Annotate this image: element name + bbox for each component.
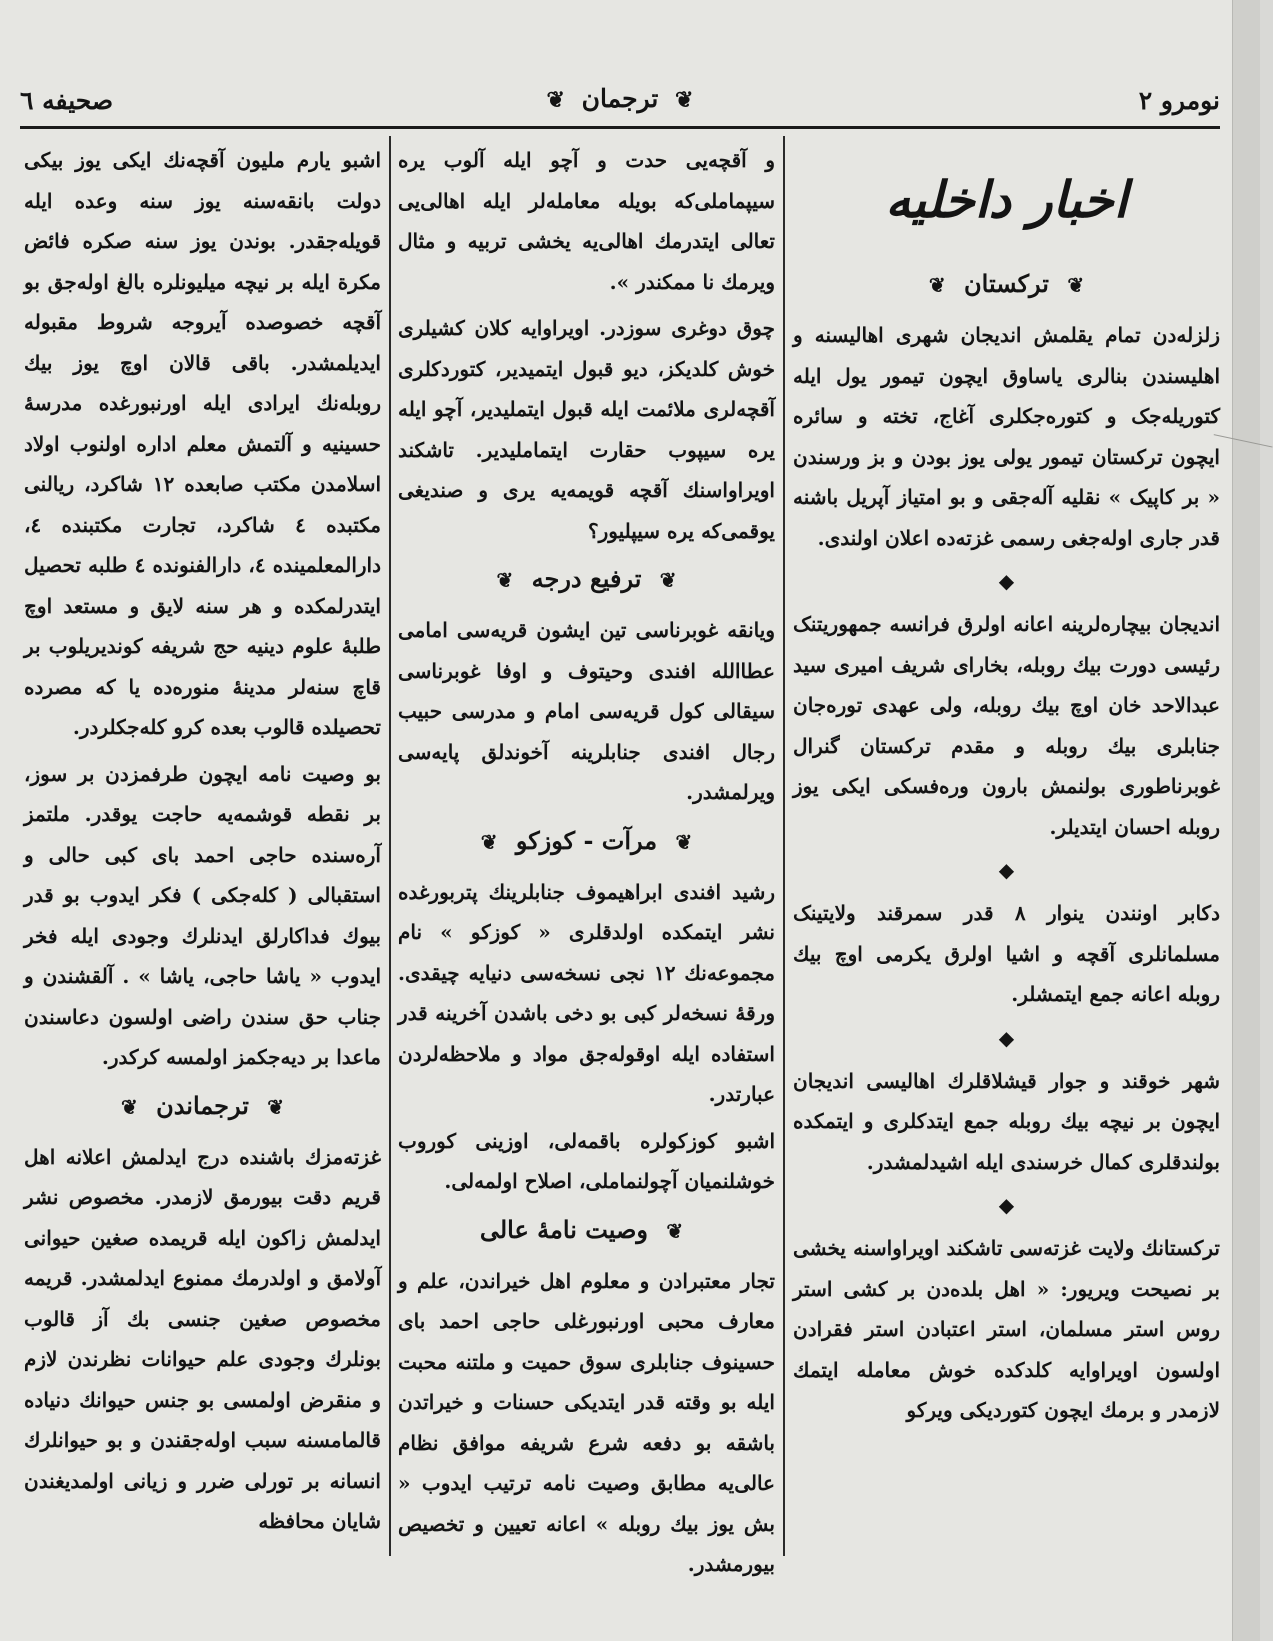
ornament-icon: ❦ [928,273,946,297]
section-title [398,559,775,600]
section-main-title: اخبار داخلیه [885,170,1128,229]
article-paragraph: اشبو یارم ملیون آقچه‌نك ایکی یوز بیکی دولت بانقه‌سنه یوز سنه وعده ایله قویله‌جقدر. بوندن یوز سنه صکره فائض مکرة ایله بر نیچه میلیونلره بالغ اوله‌جق بو آقچه خصوصده آیروجه شروط مقبوله ایدیلمشدر. باقی قالان اوچ یوز بیك روبله‌نك ایرادی ایله اورنبورغده مدرسهٔ حسینیه و آلتمش معلم اداره اولنوب اولاد اسلامدن مکتب صابعده ۱۲ شاکرد، ریالنی مکتبده ٤ شاکرد، تجارت مکتبنده ٤، دارالمعلمینده ٤، دارالفنونده ٤ طلبه تحصیل ایتدرلمکده و هر سنه لایق و مستعد اوچ طلبهٔ علوم دینیه حج شریفه کوندیریلوب بر قاچ سنه‌لر مدینهٔ منوره‌ده یا که مصرده تحصیلده قالوب بعده کرو کله‌جکلردر. [24,148,382,739]
section-title-text: مرآت - کوزکو [515,825,658,855]
separator-icon: ◆ [998,1025,1015,1050]
right-column [793,140,1220,1550]
newspaper-title-text: ترجمان [581,84,659,113]
left-column [24,140,381,1550]
article-paragraph: و آقچه‌یی حدت و آچو ایله آلوب یره سیپماملی‌که بویله معامله‌لر ایله اهالی‌یی تعالی ایتدرمك اهالی‌یه یخشی تربیه و مثال ویرمك نا ممکندر ». [398,148,775,294]
ornament-icon: ❦ [659,568,677,592]
article-paragraph: دکابر اونندن ینوار ۸ قدر سمرقند ولایتینک مسلمانلری آقچه و اشیا اولرق یکرمی اوچ بیك روبله اعانه جمع ایتمشلر. [793,901,1220,1006]
ornament-icon: ❦ [675,829,693,854]
section-title [398,1210,775,1251]
section-title-text: ترکستان [964,269,1049,298]
page-edge [1232,0,1260,1641]
article-paragraph: چوق دوغری سوزدر. اویراوایه کلان کشیلری خوش کلدیکز، دیو قبول ایتمیدیر، کتوردکلری آقچه‌لری ملائمت ایله قبول ایتملیدیر، آچو ایله یره سیپوب حقارت ایتماملیدیر. تاشکند اویراواسنك آقچه قویمه‌یه یری و صندیغی یوقمی‌که یره سیپلیور؟ [398,316,775,543]
article-paragraph: غزته‌مزك باشنده درج ایدلمش اعلانه اهل قریم دقت بیورمق لازمدر. مخصوص نشر ایدلمش زاکون ایله قریمده صغین حیوانی آولامق و اولدرمك ممنوع ایدلمشدر. قریمه مخصوص صغین جنسی بك آز قالوب بونلرك وجودی علم حیوانات نظرندن لازم و منقرض اولمسی بو جنس حیوانك دنیاده قالمامسنه سبب اوله‌جقندن و بو حیوانلرك انسانه بر تورلی ضرر و زیانی اولمدیغندن شایان محافظه [24,1144,381,1533]
ornament-icon: ❦ [267,1094,285,1119]
ornament-icon: ❦ [675,87,694,113]
article-paragraph: ویانقه غوبرناسی تین ایشون قریه‌سی امامی عطاالله افندی وحیتوف و اوفا غوبرناسی سیقالی کول قریه‌سی امام و مدرسی حبیب رجال افندی جنابلرینه آخوندلق پایه‌سی ویرلمشدر. [398,618,775,804]
ornament-icon: ❦ [1067,273,1085,297]
article-paragraph: اشبو کوزکولره باقمه‌لی، اوزینی کوروب خوشلنمیان آچولنماملی، اصلاح اولمه‌لی. [398,1128,775,1193]
column-divider [389,136,391,1556]
section-title [398,821,775,862]
page-number: صحیفه ٦ [20,86,114,115]
section-title-text: ترجماندن [156,1090,249,1120]
article-paragraph: ترکستانك ولایت غزته‌سی تاشکند اویراواسنه یخشی بر نصیحت ویریور: « اهل بلده‌دن بر کشی استر روس استر مسلمان، استر اعتبادن استر فقرادن اولسون اویراوایه کلدکده خوش معامله ایتمك لازمدر و برمك ایچون کتوردیکی ویرکو [793,1236,1220,1422]
ornament-icon: ❦ [666,1218,684,1243]
article-paragraph: تجار معتبرادن و معلوم اهل خیراندن، علم و معارف محبی اورنبورغلی حاجی احمد بای حسینوف جنابلری سوق حمیت و ملتنه محبت ایله بو وقته قدر ایتدیکی حسنات و خیراتدن باشقه بو دفعه شرع شریفه موافق نظام عالی‌یه مطابق وصیت نامه ترتیب ایدوب « بش یوز بیك روبله » اعانه تعیین و تخصیص بیورمشدر. [398,1268,775,1576]
section-title [24,1086,381,1127]
section-title-text: وصیت نامهٔ عالی [479,1214,649,1244]
issue-number: نومرو ۲ [1138,86,1220,115]
ornament-icon: ❦ [546,87,565,113]
article-paragraph: شهر خوقند و جوار قیشلاقلرك اهالیسی اندیجان ایچون بر نیچه بیك روبله جمع ایتدکلری و ایتمکده بولندقلری کمال خرسندی ایله اشیدلمشدر. [793,1068,1220,1174]
ornament-icon: ❦ [496,568,514,592]
separator-icon: ◆ [998,1193,1015,1217]
middle-column [398,140,775,1576]
ornament-icon: ❦ [480,829,498,854]
section-title [793,264,1220,305]
article-paragraph: زلزله‌دن تمام یقلمش اندیجان شهری اهالیسنه و اهلیسندن بنالری یاساوق ایچون تیمور یول ایله کتوریله‌جک و کتوره‌جکلری آغاج، تخته و سائره ایچون ترکستان تیمور یولی یوز بودن و بز ورسندن « بر کاپیک » نقلیه آله‌جقی و بو امتیاز آپریل باشنه قدر جاری اوله‌جغی رسمی غزته‌ده اعلان اولندی. [793,323,1220,550]
newspaper-title [20,84,1220,113]
article-paragraph: اندیجان بیچاره‌لرینه اعانه اولرق فرانسه جمهوریتنک رئیسی دورت بیك روبله، بخارای شریف امیری سید عبدالاحد خان اوچ بیك روبله، ولی عهدی توره‌جان جنابلری بیك روبله و مقدم ترکستان گنرال غوبرناطوری بولنمش بارون وره‌فسکی ایکی یوز روبله احسان ایتدیلر. [793,612,1220,839]
masthead [20,78,1220,128]
article-paragraph: رشید افندی ابراهیموف جنابلرینك پتربورغده نشر ایتمکده اولدقلری « کوزکو » نام مجموعه‌نك ۱۲ نجی نسخه‌سی دنیایه چیقدی. ورقهٔ نسخه‌لر کبی بو دخی باشدن آخرینه قدر استفاده ایله اوقوله‌جق مواد و ملاحظه‌لردن عبارتدر. [398,879,775,1106]
column-divider [783,136,785,1556]
header-rule [20,126,1220,129]
separator-icon: ◆ [998,569,1015,593]
ornament-icon: ❦ [120,1094,138,1119]
separator-icon: ◆ [998,858,1015,882]
article-paragraph: بو وصیت نامه ایچون طرفمزدن بر سوز، بر نقطه قوشمه‌یه حاجت یوقدر. ملتمز آره‌سنده حاجی احمد بای کبی حالی و استقبالی ( کله‌جکی ) فکر ایدوب بو قدر بیوك فداکارلق ایدنلرك وجودی ایله فخر ایدوب « یاشا حاجی، یاشا » . آلقشندن و جناب حق سندن راضی اولسون دعاسندن ماعدا بر دیه‌جکمز اولمسه کرکدر. [24,761,381,1069]
section-title-text: ترفیع درجه [531,564,642,593]
